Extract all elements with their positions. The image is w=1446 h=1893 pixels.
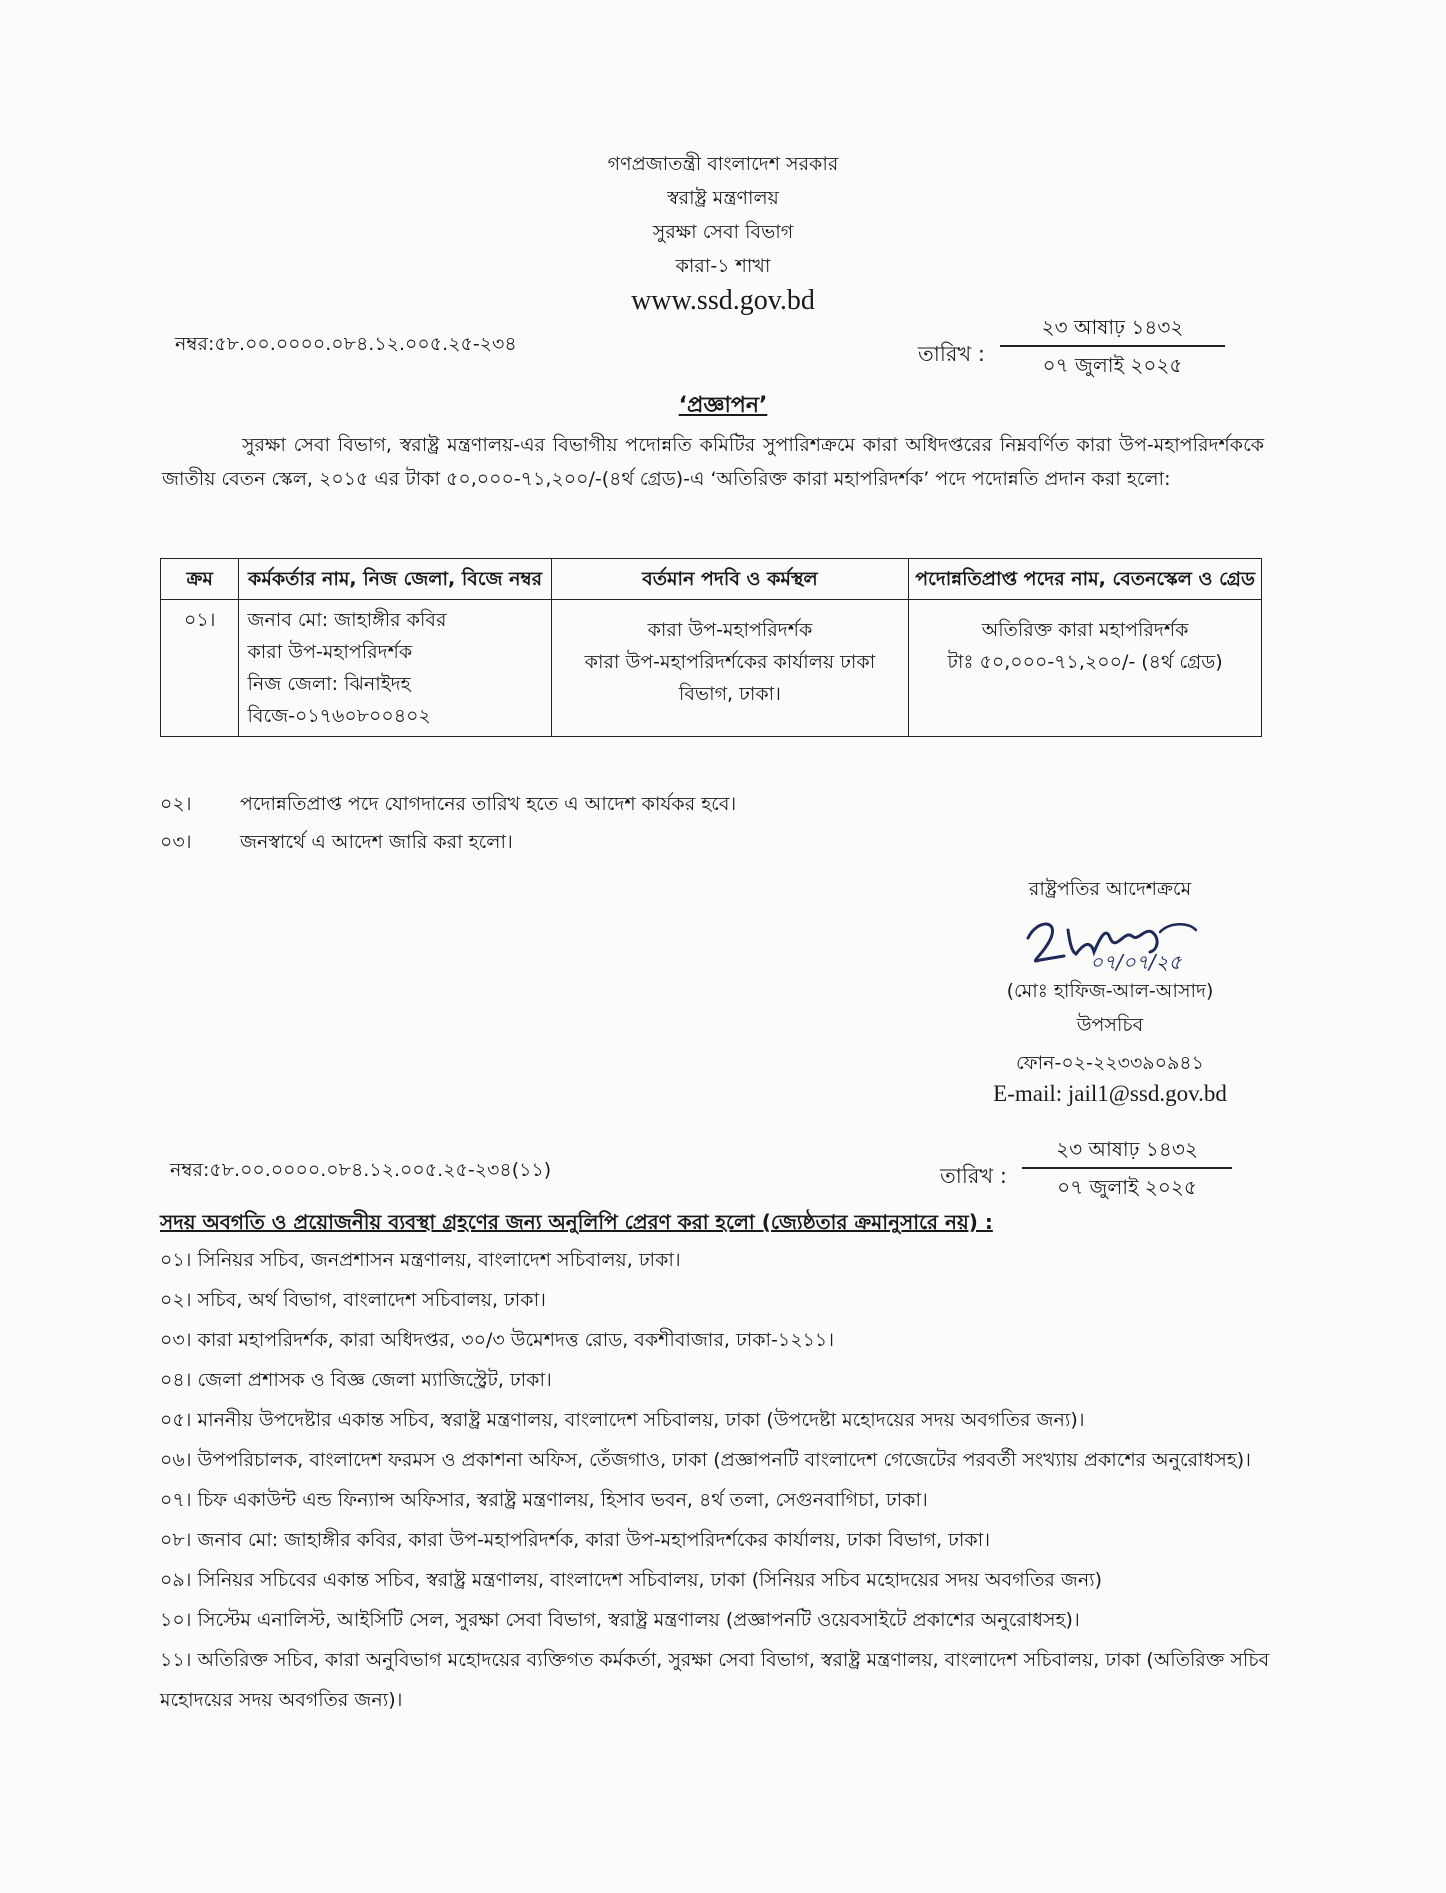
point-text: জনস্বার্থে এ আদেশ জারি করা হলো। [240, 831, 513, 853]
officer-name: জনাব মো: জাহাঙ্গীর কবির [247, 609, 447, 631]
cell-current-post [551, 600, 909, 737]
cc-item-03: ০৩। কারা মহাপরিদর্শক, কারা অধিদপ্তর, ৩০/৩ উমেশদত্ত রোড, বকশীবাজার, ঢাকা-১২১১। [160, 1329, 835, 1351]
table-header-officer: কর্মকর্তার নাম, নিজ জেলা, বিজে নম্বর [239, 559, 551, 600]
cell-officer [239, 600, 551, 737]
point-02 [160, 784, 736, 824]
date-stack [1000, 312, 1225, 380]
signature-date: ০৭/০৭/২৫ [1090, 950, 1182, 974]
signatory-email: E-mail: jail1@ssd.gov.bd [993, 1081, 1227, 1106]
header-govt: গণপ্রজাতন্ত্রী বাংলাদেশ সরকার [607, 153, 839, 175]
cell-promoted-post [909, 600, 1262, 737]
cc-item-01: ০১। সিনিয়র সচিব, জনপ্রশাসন মন্ত্রণালয়, বাংলাদেশ সচিবালয়, ঢাকা। [160, 1249, 681, 1271]
cell-serial: ০১। [161, 600, 239, 737]
order-line: রাষ্ট্রপতির আদেশক্রমে [1028, 878, 1192, 900]
document-title: ‘প্রজ্ঞাপন’ [678, 393, 768, 418]
body-paragraph: সুরক্ষা সেবা বিভাগ, স্বরাষ্ট্র মন্ত্রণালয়-এর বিভাগীয় পদোন্নতি কমিটির সুপারিশক্রমে কারা অধিদপ্তরের নিম্নবর্ণিত কারা উপ-মহাপরিদর্শককে জাতীয় বেতন স্কেল, ২০১৫ এর টাকা ৫০,০০০-৭১,২০০/-(৪র্থ গ্রেড)-এ ‘অতিরিক্ত কারা মহাপরিদর্শক’ পদে পদোন্নতি প্রদান করা হলো: [162, 434, 1264, 490]
cc-list [160, 1240, 1270, 1720]
promoted-designation: অতিরিক্ত কারা মহাপরিদর্শক [981, 619, 1189, 641]
table-row [161, 600, 1262, 737]
cc-heading: সদয় অবগতি ও প্রয়োজনীয় ব্যবস্থা গ্রহণের জন্য অনুলিপি প্রেরণ করা হলো (জ্যেষ্ঠতার ক্রমানুসারে নয়) : [160, 1210, 993, 1234]
memo2-date-label: তারিখ : [940, 1164, 1007, 1188]
table-header-current: বর্তমান পদবি ও কর্মস্থল [551, 559, 909, 600]
memo-number: নম্বর:৫৮.০০.০০০০.০৮৪.১২.০০৫.২৫-২৩৪ [175, 333, 517, 355]
cc-item-07: ০৭। চিফ একাউন্ট এন্ড ফিন্যান্স অফিসার, স্বরাষ্ট্র মন্ত্রণালয়, হিসাব ভবন, ৪র্থ তলা, সেগুনবাগিচা, ঢাকা। [160, 1489, 928, 1511]
header-branch: কারা-১ শাখা [675, 255, 771, 277]
cc-item-04: ০৪। জেলা প্রশাসক ও বিজ্ঞ জেলা ম্যাজিস্ট্রেট, ঢাকা। [160, 1369, 552, 1391]
cc-item-11: ১১। অতিরিক্ত সচিব, কারা অনুবিভাগ মহোদয়ের ব্যক্তিগত কর্মকর্তা, সুরক্ষা সেবা বিভাগ, স্বরাষ্ট্র মন্ত্রণালয়, বাংলাদেশ সচিবালয়, ঢাকা (অতিরিক্ত সচিব মহোদয়ের সদয় অবগতির জন্য)। [160, 1649, 1270, 1711]
cc-item-09: ০৯। সিনিয়র সচিবের একান্ত সচিব, স্বরাষ্ট্র মন্ত্রণালয়, বাংলাদেশ সচিবালয়, ঢাকা (সিনিয়র সচিব মহোদয়ের সদয় অবগতির জন্য) [160, 1569, 1103, 1591]
officer-rank: কারা উপ-মহাপরিদর্শক [247, 641, 413, 663]
memo2-date-bangla: ২৩ আষাঢ় ১৪৩২ [1056, 1137, 1198, 1161]
date-bangla: ২৩ আষাঢ় ১৪৩২ [1041, 315, 1184, 339]
current-workplace: কারা উপ-মহাপরিদর্শকের কার্যালয় ঢাকা বিভাগ, ঢাকা। [584, 651, 876, 705]
officer-district: নিজ জেলা: ঝিনাইদহ [247, 673, 411, 695]
table-header-promoted: পদোন্নতিপ্রাপ্ত পদের নাম, বেতনস্কেল ও গ্রেড [909, 559, 1262, 600]
memo2-date-divider [1022, 1167, 1232, 1169]
point-text: পদোন্নতিপ্রাপ্ত পদে যোগদানের তারিখ হতে এ আদেশ কার্যকর হবে। [240, 793, 737, 815]
current-designation: কারা উপ-মহাপরিদর্শক [647, 619, 813, 641]
signatory-phone: ফোন-০২-২২৩৩৯০৯৪১ [1016, 1052, 1204, 1074]
cc-item-10: ১০। সিস্টেম এনালিস্ট, আইসিটি সেল, সুরক্ষা সেবা বিভাগ, স্বরাষ্ট্র মন্ত্রণালয় (প্রজ্ঞাপনটি ওয়েবসাইটে প্রকাশের অনুরোধসহ)। [160, 1609, 1080, 1631]
memo2-number: নম্বর:৫৮.০০.০০০০.০৮৪.১২.০০৫.২৫-২৩৪(১১) [170, 1159, 552, 1181]
memo2-date-english: ০৭ জুলাই ২০২৫ [1057, 1175, 1197, 1199]
date-english: ০৭ জুলাই ২০২৫ [1042, 353, 1183, 377]
point-03 [160, 822, 513, 862]
promotion-table [160, 558, 1262, 737]
header-website: www.ssd.gov.bd [631, 285, 815, 316]
header-division: সুরক্ষা সেবা বিভাগ [652, 221, 794, 243]
promoted-pay-scale: টাঃ ৫০,০০০-৭১,২০০/- (৪র্থ গ্রেড) [947, 651, 1223, 673]
signatory-designation: উপসচিব [1076, 1014, 1144, 1036]
memo2-date-stack [1022, 1134, 1232, 1202]
cc-item-05: ০৫। মাননীয় উপদেষ্টার একান্ত সচিব, স্বরাষ্ট্র মন্ত্রণালয়, বাংলাদেশ সচিবালয়, ঢাকা (উপদেষ্টা মহোদয়ের সদয় অবগতির জন্য)। [160, 1409, 1085, 1431]
header-ministry: স্বরাষ্ট্র মন্ত্রণালয় [667, 187, 779, 209]
point-number: ০২। [160, 793, 192, 815]
cc-item-06: ০৬। উপপরিচালক, বাংলাদেশ ফরমস ও প্রকাশনা অফিস, তেঁজগাও, ঢাকা (প্রজ্ঞাপনটি বাংলাদেশ গেজেটের পরবর্তী সংখ্যায় প্রকাশের অনুরোধসহ)। [160, 1449, 1251, 1471]
date-divider [1000, 345, 1225, 347]
table-header-serial: ক্রম [161, 559, 239, 600]
signatory-name: (মোঃ হাফিজ-আল-আসাদ) [1006, 980, 1214, 1002]
date-label: তারিখ : [918, 342, 985, 366]
cc-item-08: ০৮। জনাব মো: জাহাঙ্গীর কবির, কারা উপ-মহাপরিদর্শক, কারা উপ-মহাপরিদর্শকের কার্যালয়, ঢাকা বিভাগ, ঢাকা। [160, 1529, 990, 1551]
point-number: ০৩। [160, 831, 192, 853]
cc-item-02: ০২। সচিব, অর্থ বিভাগ, বাংলাদেশ সচিবালয়, ঢাকা। [160, 1289, 546, 1311]
officer-bj-number: বিজে-০১৭৬০৮০০৪০২ [247, 705, 431, 727]
